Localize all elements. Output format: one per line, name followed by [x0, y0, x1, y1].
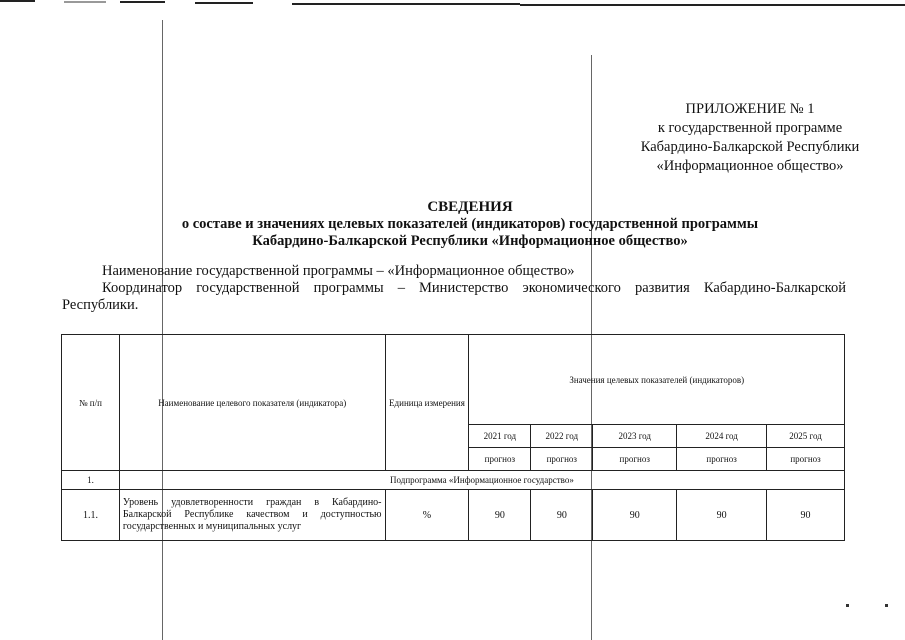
- appendix-header: [600, 100, 900, 176]
- header-unit: Единица измерения: [385, 335, 469, 471]
- header-kind: прогноз: [593, 448, 677, 471]
- scan-speck: [846, 604, 849, 607]
- scan-artifact: [64, 1, 106, 3]
- program-coordinator: Координатор государственной программы – Министерство экономического развития Кабардино-Балкарской: [102, 280, 846, 296]
- header-year: 2021 год: [469, 425, 531, 448]
- appendix-line: к государственной программе: [657, 120, 843, 136]
- header-kind: прогноз: [531, 448, 593, 471]
- header-kind: прогноз: [469, 448, 531, 471]
- subprogram-title: Подпрограмма «Информационное государство»: [119, 471, 844, 490]
- header-year: 2024 год: [677, 425, 767, 448]
- program-info: [62, 263, 846, 314]
- subprogram-row: [62, 471, 845, 490]
- header-values-group: Значения целевых показателей (индикаторов): [469, 335, 845, 425]
- scan-speck: [885, 604, 888, 607]
- indicator-value: 90: [593, 490, 677, 541]
- program-name: Наименование государственной программы – «Информационное общество»: [102, 263, 575, 279]
- indicator-value: 90: [677, 490, 767, 541]
- indicator-value: 90: [531, 490, 593, 541]
- header-name: Наименование целевого показателя (индикатора): [119, 335, 385, 471]
- scan-fold-line: [162, 20, 163, 640]
- header-year: 2022 год: [531, 425, 593, 448]
- header-year: 2025 год: [767, 425, 845, 448]
- title-subtitle: Кабардино-Балкарской Республики «Информационное общество»: [252, 233, 688, 249]
- appendix-number: ПРИЛОЖЕНИЕ № 1: [685, 101, 815, 117]
- indicator-name: Уровень удовлетворенности граждан в Кабардино-Балкарской Республике качеством и доступностью государственных и муниципальных услуг: [119, 490, 385, 541]
- indicator-value: 90: [767, 490, 845, 541]
- title-subtitle: о составе и значениях целевых показателей (индикаторов) государственной программы: [181, 216, 759, 232]
- indicators-table: [61, 334, 845, 541]
- title-heading: СВЕДЕНИЯ: [427, 199, 513, 215]
- indicator-unit: %: [385, 490, 469, 541]
- indicator-value: 90: [469, 490, 531, 541]
- header-kind: прогноз: [677, 448, 767, 471]
- table-row: [62, 490, 845, 541]
- scan-artifact: [0, 0, 35, 2]
- header-num: № п/п: [62, 335, 120, 471]
- program-coordinator-cont: Республики.: [62, 297, 139, 313]
- row-num: 1.: [62, 471, 120, 490]
- row-num: 1.1.: [62, 490, 120, 541]
- header-year: 2023 год: [593, 425, 677, 448]
- scan-artifact: [292, 3, 520, 5]
- scan-artifact: [195, 2, 253, 4]
- appendix-line: Кабардино-Балкарской Республики: [640, 139, 860, 155]
- scan-artifact: [520, 4, 905, 6]
- scan-artifact: [120, 1, 165, 3]
- header-kind: прогноз: [767, 448, 845, 471]
- document-title: [150, 199, 790, 250]
- appendix-line: «Информационное общество»: [656, 158, 844, 174]
